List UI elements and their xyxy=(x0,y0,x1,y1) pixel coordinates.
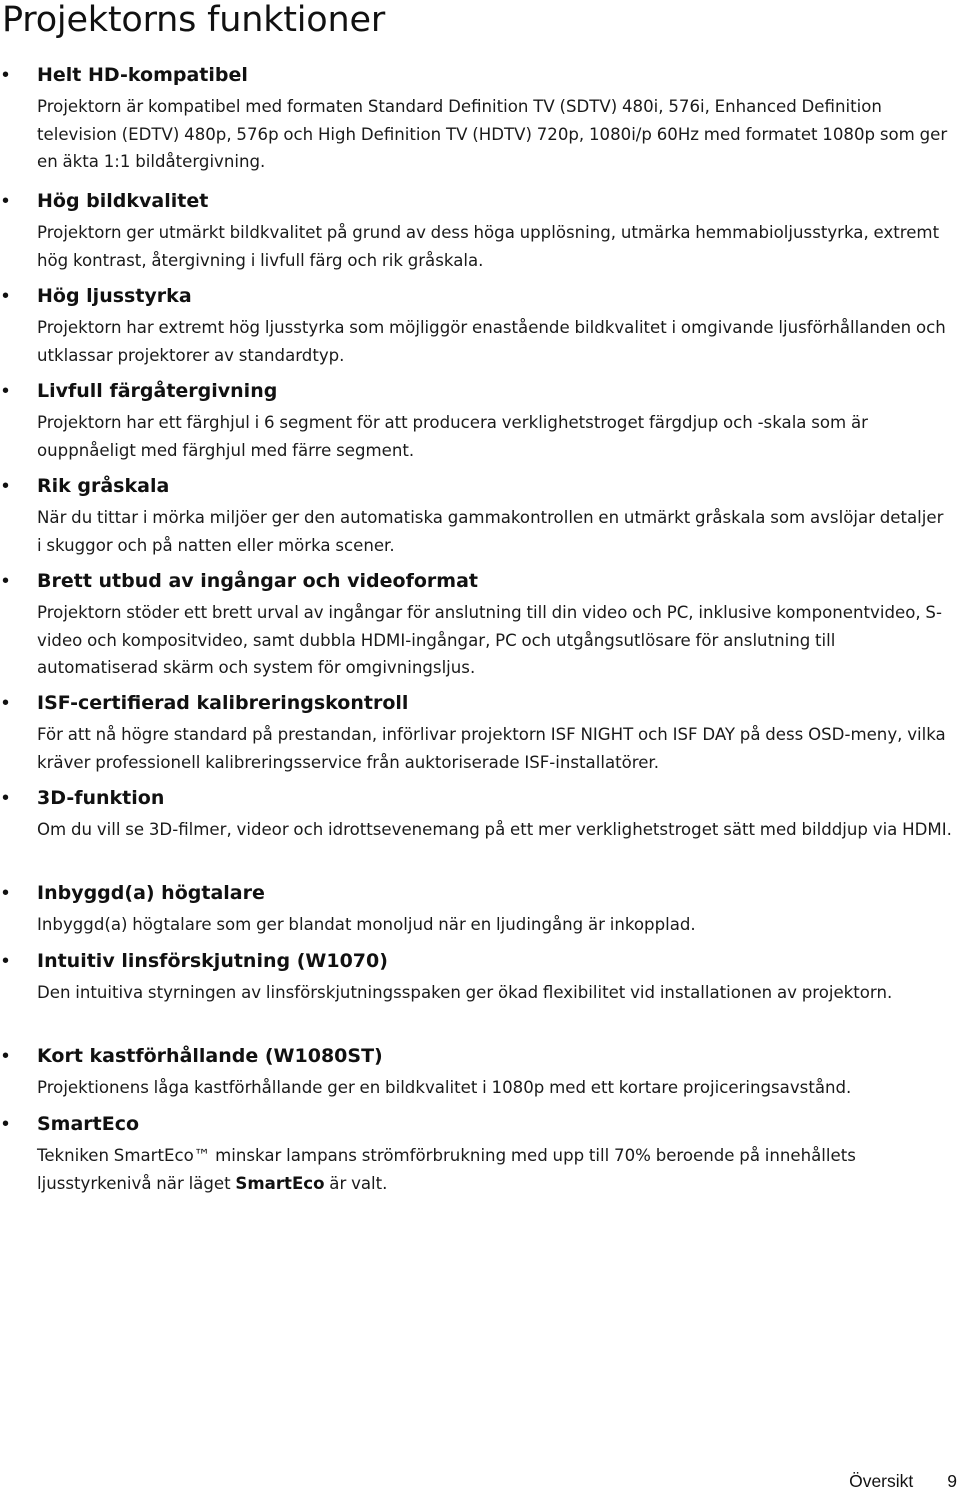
feature-heading: Rik gråskala xyxy=(37,475,170,497)
list-item xyxy=(0,184,960,279)
feature-description: Inbyggd(a) högtalare som ger blandat monoljud när en ljudingång är inkopplad. xyxy=(37,915,696,934)
bullet-icon: • xyxy=(2,692,10,714)
list-item xyxy=(0,279,960,374)
page-footer xyxy=(849,1470,957,1492)
bullet-icon: • xyxy=(2,950,10,972)
feature-description: Om du vill se 3D-filmer, videor och idrottsevenemang på ett mer verklighetstroget sätt med bilddjup via HDMI. xyxy=(37,820,952,839)
bullet-icon: • xyxy=(2,475,10,497)
bullet-icon: • xyxy=(2,190,10,212)
bullet-icon: • xyxy=(2,882,10,904)
feature-heading: Livfull färgåtergivning xyxy=(37,380,278,402)
list-item xyxy=(0,944,960,1039)
page-number: 9 xyxy=(947,1471,957,1491)
feature-description xyxy=(37,1142,952,1197)
feature-heading: Brett utbud av ingångar och videoformat xyxy=(37,570,478,592)
footer-section-name: Översikt xyxy=(849,1471,914,1491)
feature-description: Projektorn ger utmärkt bildkvalitet på grund av dess höga upplösning, utmärka hemmabioljusstyrka, extremt hög kontrast, återgivning i livfull färg och rik gråskala. xyxy=(37,223,940,270)
feature-description: Projektorn är kompatibel med formaten Standard Definition TV (SDTV) 480i, 576i, Enhanced Definition television (EDTV) 480p, 576p och High Definition TV (HDTV) 720p, 1080i/p 60Hz med formatet 1080p som ger en äkta 1:1 bildåtergivning. xyxy=(37,97,948,171)
feature-heading: Kort kastförhållande (W1080ST) xyxy=(37,1045,383,1067)
feature-description-text: är valt. xyxy=(324,1173,388,1193)
list-item xyxy=(0,1107,960,1202)
bullet-icon: • xyxy=(2,1113,10,1135)
feature-heading: ISF-certifierad kalibreringskontroll xyxy=(37,692,409,714)
feature-description: Projektorn stöder ett brett urval av ingångar för anslutning till din video och PC, inklusive komponentvideo, S-video och kompositvideo, samt dubbla HDMI-ingångar, PC och utgångsutlösare för anslutning till automatiserad skärm och system för omgivningsljus. xyxy=(37,603,942,677)
feature-heading: Hög ljusstyrka xyxy=(37,285,192,307)
list-item xyxy=(0,374,960,469)
feature-description-text: Tekniken SmartEco™ minskar lampans strömförbrukning med upp till 70% beroende på innehållets ljusstyrkenivå när läget xyxy=(37,1146,856,1193)
list-item xyxy=(0,469,960,564)
bullet-icon: • xyxy=(2,380,10,402)
feature-description: Projektorn har ett färghjul i 6 segment för att producera verklighetstroget färgdjup och -skala som är ouppnåeligt med färghjul med färre segment. xyxy=(37,413,868,460)
feature-heading: SmartEco xyxy=(37,1113,140,1135)
page-title: Projektorns funktioner xyxy=(2,0,386,40)
list-item xyxy=(0,686,960,781)
feature-list xyxy=(0,58,960,1202)
feature-description: Projektionens låga kastförhållande ger en bildkvalitet i 1080p med ett kortare projiceringsavstånd. xyxy=(37,1078,852,1097)
feature-heading: Inbyggd(a) högtalare xyxy=(37,882,265,904)
list-item xyxy=(0,1039,960,1107)
feature-description: För att nå högre standard på prestandan, införlivar projektorn ISF NIGHT och ISF DAY på dess OSD-meny, vilka kräver professionell kalibreringsservice från auktoriserade ISF-installatörer. xyxy=(37,725,946,772)
feature-description: När du tittar i mörka miljöer ger den automatiska gammakontrollen en utmärkt gråskala som avslöjar detaljer i skuggor och på natten eller mörka scener. xyxy=(37,508,944,555)
bullet-icon: • xyxy=(2,570,10,592)
feature-heading: Helt HD-kompatibel xyxy=(37,64,248,86)
list-item xyxy=(0,781,960,876)
bullet-icon: • xyxy=(2,285,10,307)
list-item xyxy=(0,564,960,686)
bullet-icon: • xyxy=(2,64,10,86)
bullet-icon: • xyxy=(2,1045,10,1067)
bullet-icon: • xyxy=(2,787,10,809)
list-item xyxy=(0,58,960,184)
feature-heading: Hög bildkvalitet xyxy=(37,190,209,212)
smarteco-mode-name: SmartEco xyxy=(235,1173,325,1193)
feature-heading: Intuitiv linsförskjutning (W1070) xyxy=(37,950,388,972)
list-item xyxy=(0,876,960,944)
feature-description: Projektorn har extremt hög ljusstyrka som möjliggör enastående bildkvalitet i omgivande ljusförhållanden och utklassar projektorer av standardtyp. xyxy=(37,318,946,365)
feature-heading: 3D-funktion xyxy=(37,787,165,809)
feature-description: Den intuitiva styrningen av linsförskjutningsspaken ger ökad flexibilitet vid installationen av projektorn. xyxy=(37,983,893,1002)
